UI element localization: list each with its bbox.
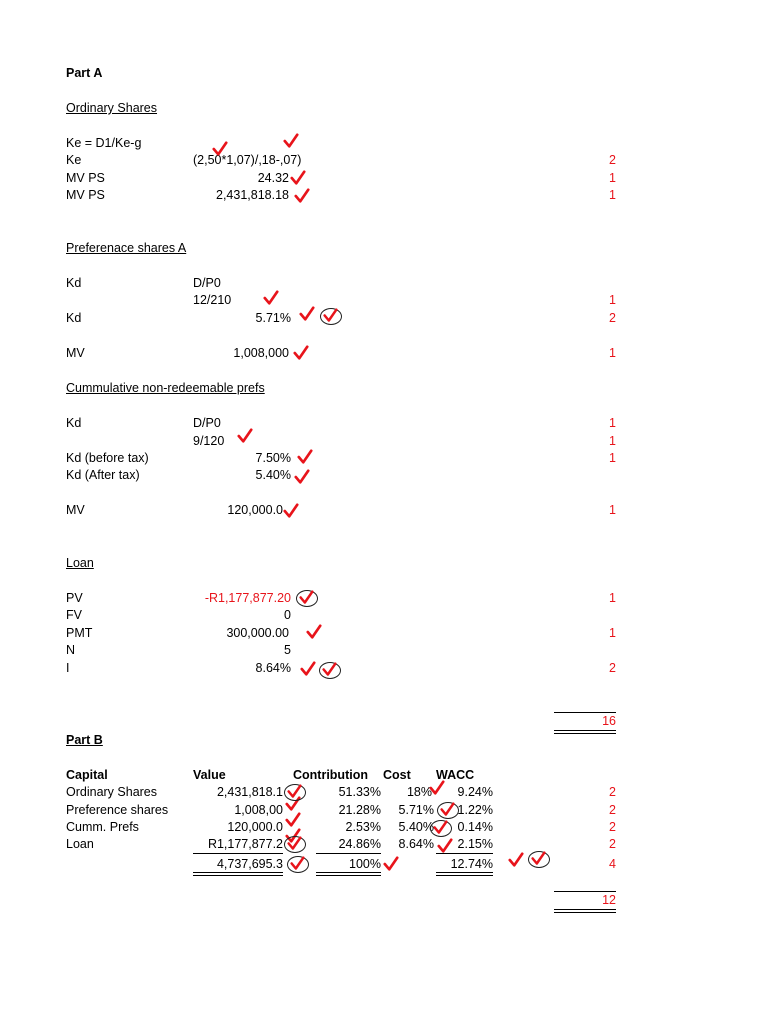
loan-pmt-label: PMT bbox=[66, 626, 93, 640]
circled-check-mark-icon bbox=[430, 820, 452, 837]
check-mark-icon bbox=[237, 428, 255, 446]
circled-check-mark-icon bbox=[284, 784, 306, 801]
cumm-mv-label: MV bbox=[66, 503, 85, 517]
cumm-before-tax-value: 7.50% bbox=[255, 451, 291, 465]
cumm-ratio: 9/120 bbox=[193, 434, 225, 448]
pref-a-kd-formula: D/P0 bbox=[193, 276, 221, 290]
part-b-total: 12 bbox=[602, 893, 616, 907]
table-row-value: 1,008,00 bbox=[234, 803, 283, 817]
part-b-total-double-rule bbox=[554, 909, 616, 913]
ke-formula: Ke = D1/Ke-g bbox=[66, 136, 142, 150]
check-mark-icon bbox=[306, 624, 324, 642]
table-row-mark-score: 2 bbox=[609, 803, 616, 817]
col-header-wacc: WACC bbox=[436, 768, 475, 782]
circled-check-mark-icon bbox=[296, 590, 318, 607]
value-subtotal-rule bbox=[193, 853, 283, 854]
cumm-after-tax-value: 5.40% bbox=[255, 468, 291, 482]
ke-label: Ke bbox=[66, 153, 82, 167]
loan-pmt-value: 300,000.00 bbox=[226, 626, 289, 640]
pref-a-kd2-label: Kd bbox=[66, 311, 82, 325]
part-a-total: 16 bbox=[602, 714, 616, 728]
circled-check-mark-icon bbox=[287, 856, 309, 873]
check-mark-icon bbox=[283, 133, 301, 151]
part-a-title: Part A bbox=[66, 66, 103, 80]
mvps-value: 24.32 bbox=[257, 171, 289, 185]
check-mark-icon bbox=[299, 306, 317, 324]
part-b-total-top-rule bbox=[554, 891, 616, 892]
check-mark-icon bbox=[383, 856, 401, 874]
loan-pv-value: -R1,177,877.20 bbox=[204, 591, 291, 605]
contribution-subtotal-rule bbox=[316, 853, 381, 854]
check-mark-icon bbox=[437, 838, 455, 856]
mvps-total-mark-score: 1 bbox=[609, 188, 616, 202]
pref-a-mv-value: 1,008,000 bbox=[233, 346, 289, 360]
mvps-total-value: 2,431,818.18 bbox=[216, 188, 289, 202]
pref-a-ratio: 12/210 bbox=[193, 293, 232, 307]
table-row-cost: 8.64% bbox=[398, 837, 434, 851]
table-row-mark-score: 2 bbox=[609, 837, 616, 851]
table-row-capital: Preference shares bbox=[66, 803, 169, 817]
check-mark-icon bbox=[263, 290, 281, 308]
check-mark-icon bbox=[212, 141, 230, 159]
total-value: 4,737,695.3 bbox=[216, 857, 283, 871]
part-b-title: Part B bbox=[66, 733, 103, 747]
cumm-prefs-heading: Cummulative non-redeemable prefs bbox=[66, 381, 265, 395]
loan-i-label: I bbox=[66, 661, 70, 675]
check-mark-icon bbox=[283, 503, 301, 521]
col-header-capital: Capital bbox=[66, 768, 108, 782]
pref-a-ratio-mark-score: 1 bbox=[609, 293, 616, 307]
loan-fv-label: FV bbox=[66, 608, 82, 622]
pref-a-kd2-value: 5.71% bbox=[255, 311, 291, 325]
check-mark-icon bbox=[300, 661, 318, 679]
check-mark-icon bbox=[429, 780, 447, 798]
check-mark-icon bbox=[294, 469, 312, 487]
mvps-label: MV PS bbox=[66, 171, 105, 185]
cumm-ratio-mark-score: 1 bbox=[609, 434, 616, 448]
check-mark-icon bbox=[297, 449, 315, 467]
loan-fv-value: 0 bbox=[284, 608, 291, 622]
cumm-before-tax-mark-score: 1 bbox=[609, 451, 616, 465]
table-row-cost: 18% bbox=[406, 785, 432, 799]
check-mark-icon bbox=[508, 852, 526, 870]
loan-heading: Loan bbox=[66, 556, 94, 570]
table-row-wacc: 9.24% bbox=[457, 785, 493, 799]
table-row-value: 2,431,818.1 bbox=[216, 785, 283, 799]
cumm-before-tax-label: Kd (before tax) bbox=[66, 451, 149, 465]
table-row-value: R1,177,877.2 bbox=[207, 837, 283, 851]
cumm-kd-label: Kd bbox=[66, 416, 82, 430]
col-header-cost: Cost bbox=[383, 768, 411, 782]
pref-a-kd2-mark-score: 2 bbox=[609, 311, 616, 325]
check-mark-icon bbox=[290, 170, 308, 188]
circled-check-mark-icon bbox=[319, 662, 341, 679]
part-a-total-top-rule bbox=[554, 712, 616, 713]
col-header-contribution: Contribution bbox=[293, 768, 368, 782]
pref-a-mv-label: MV bbox=[66, 346, 85, 360]
check-mark-icon bbox=[293, 345, 311, 363]
table-row-mark-score: 2 bbox=[609, 820, 616, 834]
table-row-wacc: 1.22% bbox=[457, 803, 493, 817]
loan-n-value: 5 bbox=[284, 643, 291, 657]
table-row-contribution: 21.28% bbox=[338, 803, 381, 817]
table-row-mark-score: 2 bbox=[609, 785, 616, 799]
loan-i-value: 8.64% bbox=[255, 661, 291, 675]
cumm-kd-formula: D/P0 bbox=[193, 416, 221, 430]
mvps-total-label: MV PS bbox=[66, 188, 105, 202]
circled-check-mark-icon bbox=[437, 802, 459, 819]
table-row-value: 120,000.0 bbox=[227, 820, 283, 834]
cumm-mv-mark-score: 1 bbox=[609, 503, 616, 517]
pref-a-mv-mark-score: 1 bbox=[609, 346, 616, 360]
loan-pv-mark-score: 1 bbox=[609, 591, 616, 605]
total-mark-score: 4 bbox=[609, 857, 616, 871]
cumm-kd-mark-score: 1 bbox=[609, 416, 616, 430]
table-row-capital: Ordinary Shares bbox=[66, 785, 158, 799]
table-row-capital: Loan bbox=[66, 837, 94, 851]
table-row-contribution: 2.53% bbox=[345, 820, 381, 834]
loan-pmt-mark-score: 1 bbox=[609, 626, 616, 640]
value-total-double-rule bbox=[193, 872, 283, 876]
table-row-contribution: 51.33% bbox=[338, 785, 381, 799]
pref-a-heading: Preferenace shares A bbox=[66, 241, 187, 255]
cumm-after-tax-label: Kd (After tax) bbox=[66, 468, 140, 482]
circled-check-mark-icon bbox=[284, 836, 306, 853]
col-header-value: Value bbox=[193, 768, 226, 782]
loan-n-label: N bbox=[66, 643, 76, 657]
circled-check-mark-icon bbox=[320, 308, 342, 325]
table-row-cost: 5.40% bbox=[398, 820, 434, 834]
table-row-wacc: 2.15% bbox=[457, 837, 493, 851]
circled-check-mark-icon bbox=[528, 851, 550, 868]
ke-mark-score: 2 bbox=[609, 153, 616, 167]
table-row-cost: 5.71% bbox=[398, 803, 434, 817]
loan-i-mark-score: 2 bbox=[609, 661, 616, 675]
table-row-capital: Cumm. Prefs bbox=[66, 820, 139, 834]
check-mark-icon bbox=[294, 188, 312, 206]
cumm-mv-value: 120,000.0 bbox=[227, 503, 283, 517]
contribution-total-double-rule bbox=[316, 872, 381, 876]
ke-value: (2,50*1,07)/,18-,07) bbox=[193, 153, 302, 167]
total-contribution: 100% bbox=[349, 857, 381, 871]
part-a-total-double-rule bbox=[554, 730, 616, 734]
total-wacc: 12.74% bbox=[450, 857, 493, 871]
ordinary-shares-heading: Ordinary Shares bbox=[66, 101, 158, 115]
table-row-wacc: 0.14% bbox=[457, 820, 493, 834]
wacc-total-double-rule bbox=[436, 872, 493, 876]
loan-pv-label: PV bbox=[66, 591, 83, 605]
table-row-contribution: 24.86% bbox=[338, 837, 381, 851]
mvps-mark-score: 1 bbox=[609, 171, 616, 185]
pref-a-kd-label: Kd bbox=[66, 276, 82, 290]
